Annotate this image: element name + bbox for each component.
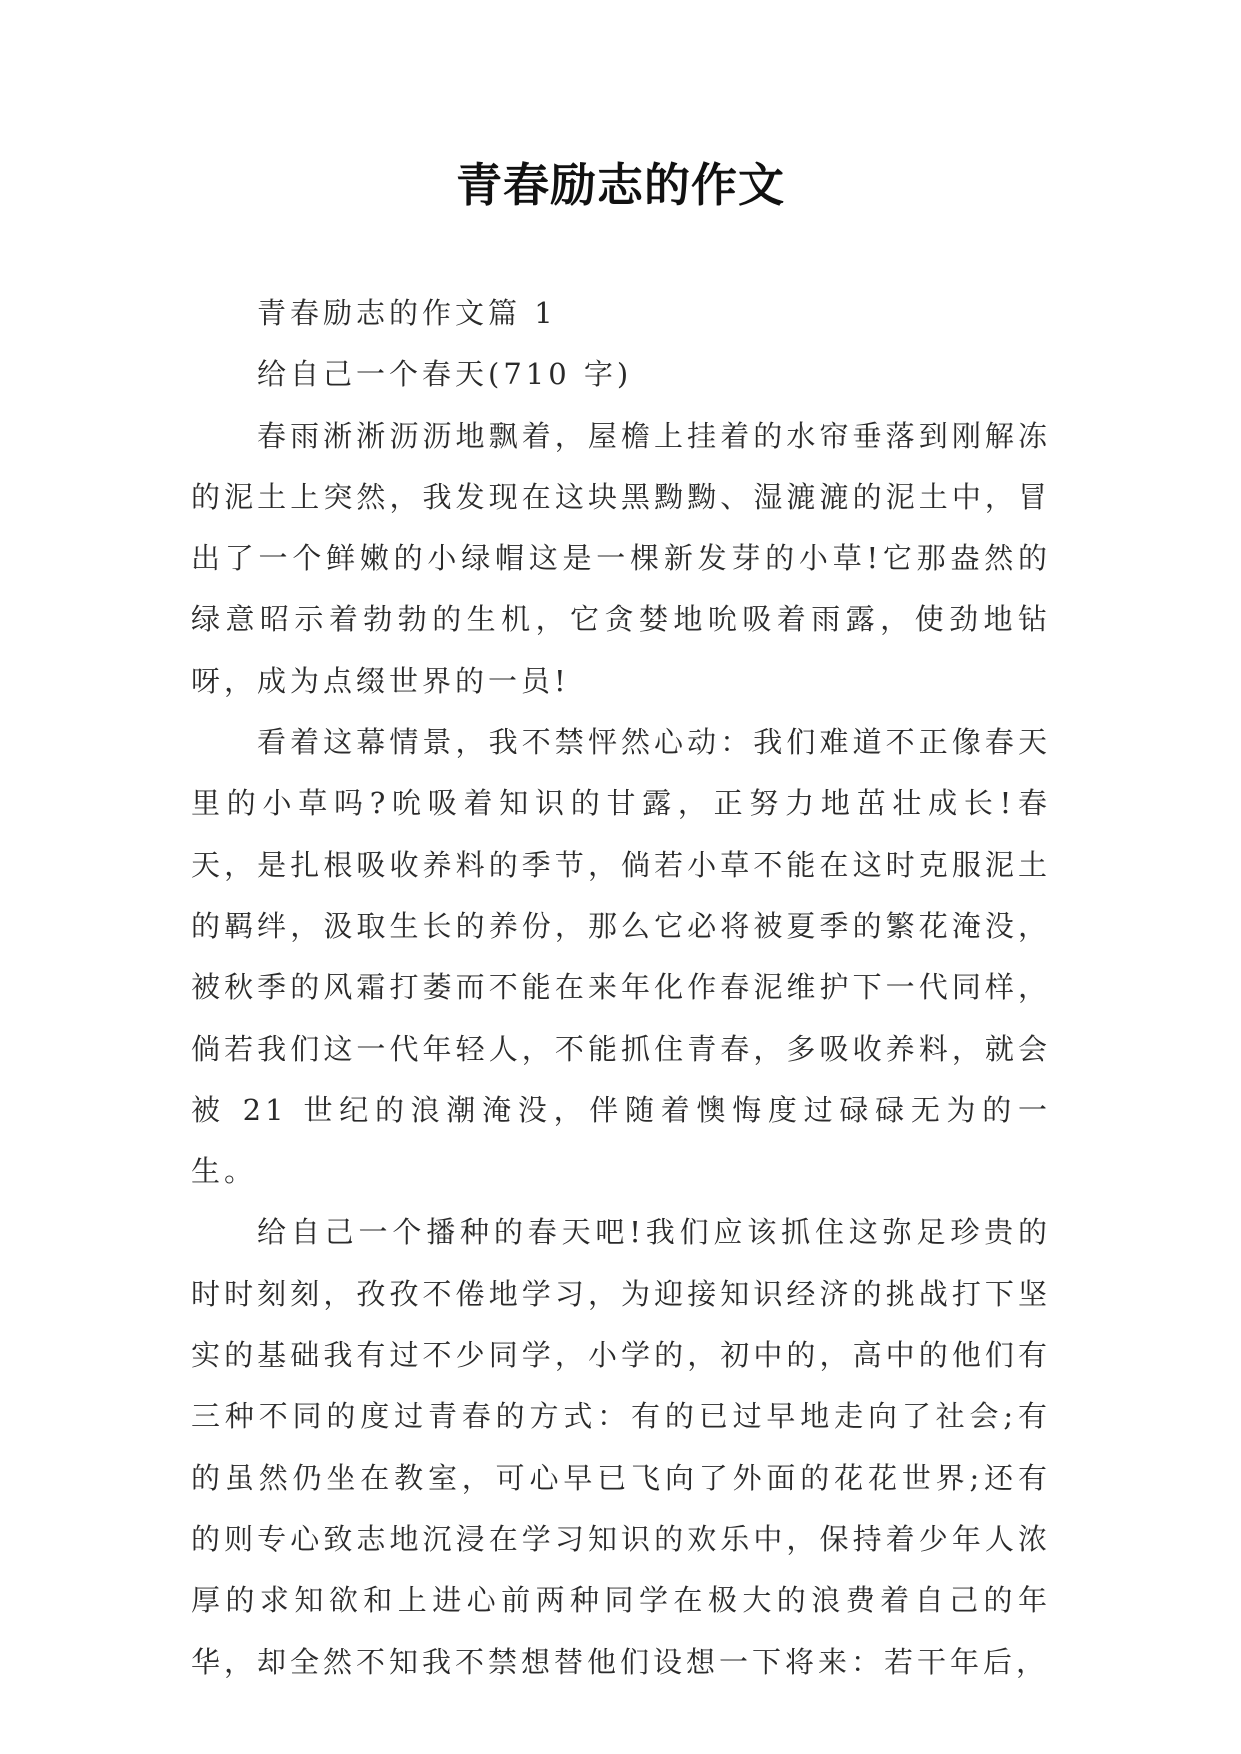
paragraph: 春雨淅淅沥沥地飘着，屋檐上挂着的水帘垂落到刚解冻的泥土上突然，我发现在这块黑黝黝、湿漉漉的泥土中，冒出了一个鲜嫩的小绿帽这是一棵新发芽的小草!它那盎然的绿意昭示着勃勃的生机，它贪婪地吮吸着雨露，使劲地钻呀，成为点缀世界的一员! xyxy=(191,418,1051,698)
paragraph: 看着这幕情景，我不禁怦然心动：我们难道不正像春天里的小草吗?吮吸着知识的甘露，正努力地茁壮成长!春天，是扎根吸收养料的季节，倘若小草不能在这时克服泥土的羁绊，汲取生长的养份，那么它必将被夏季的繁花淹没，被秋季的风霜打萎而不能在来年化作春泥维护下一代同样，倘若我们这一代年轻人，不能抓住青春，多吸收养料，就会被 21 世纪的浪潮淹没，伴随着懊悔度过碌碌无为的一生。 xyxy=(191,725,1051,1189)
section-heading: 青春励志的作文篇 1 xyxy=(257,296,557,330)
paragraph: 给自己一个播种的春天吧!我们应该抓住这弥足珍贵的时时刻刻，孜孜不倦地学习，为迎接知识经济的挑战打下坚实的基础我有过不少同学，小学的，初中的，高中的他们有三种不同的度过青春的方式：有的已过早地走向了社会;有的虽然仍坐在教室，可心早已飞向了外面的花花世界;还有的则专心致志地沉浸在学习知识的欢乐中，保持着少年人浓厚的求知欲和上进心前两种同学在极大的浪费着自己的年华，却全然不知我不禁想替他们设想一下将来：若干年后， xyxy=(191,1215,1051,1679)
essay-title: 给自己一个春天(710 字) xyxy=(257,357,633,392)
document-title: 青春励志的作文 xyxy=(456,158,785,212)
document-body xyxy=(191,283,1051,1693)
